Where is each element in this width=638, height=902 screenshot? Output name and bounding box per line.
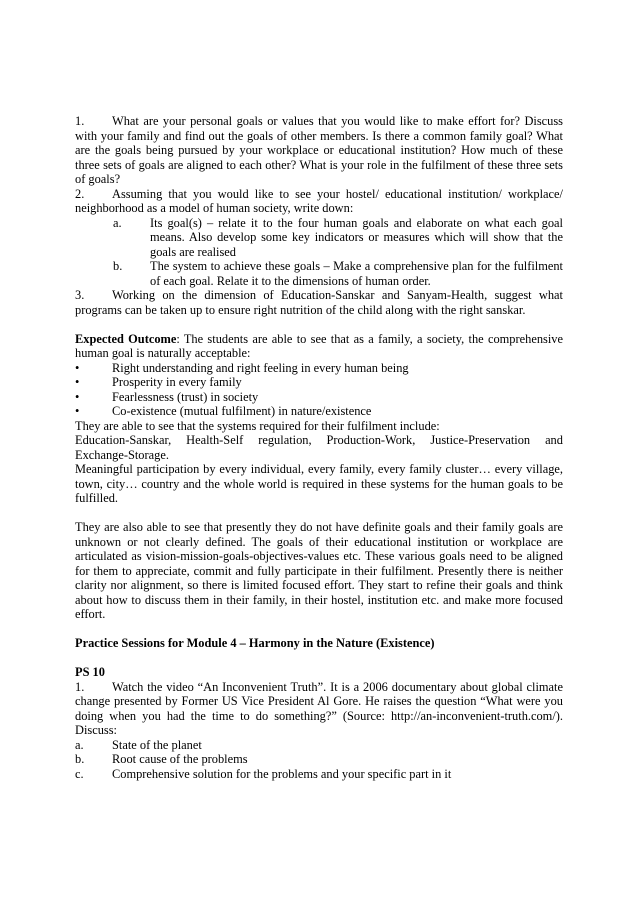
system-word: and <box>545 433 563 447</box>
bullet-text: Co-existence (mutual fulfilment) in nature/existence <box>112 404 372 418</box>
systems-line: They are able to see that the systems required for their fulfilment include: <box>75 418 440 433</box>
item-label: a. <box>75 737 84 752</box>
item-text: Comprehensive solution for the problems and your specific part in it <box>112 766 452 781</box>
sub-item-label: a. <box>113 215 122 230</box>
item-label: c. <box>75 766 84 781</box>
page-content <box>75 114 563 781</box>
item-text: Root cause of the problems <box>112 752 248 766</box>
list-item <box>75 361 563 376</box>
participation-paragraph: Meaningful participation by every individual, every family, every family cluster… every village, town, city… country and the whole world is required in these systems for the human goals to be fulfilled. <box>75 462 563 505</box>
alignment-paragraph: They are also able to see that presently they do not have definite goals and their family goals are unknown or not clearly defined. The goals of their educational institution or workplace are articulated as vision-mission-goals-objectives-values etc. These various goals need to be aligned for them to appreciate, commit and fully participate in their fulfilment. Presently there is neither clarity nor alignment, so there is limited focused effort. They start to refine their goals and think about how to discuss them in their family, in their hostel, institution etc. and make more focused effort. <box>75 520 563 621</box>
sub-item <box>75 216 563 260</box>
bullet-mark: • <box>75 404 80 418</box>
system-word: Health-Self <box>186 433 244 447</box>
bullet-text: Right understanding and right feeling in every human being <box>112 360 409 375</box>
sub-item <box>75 259 563 288</box>
bullet-text: Prosperity in every family <box>112 375 242 389</box>
expected-outcome-text: : The students are able to see that as a family, a society, the comprehensive human goal is naturally acceptable: <box>75 331 563 360</box>
systems-last: Exchange-Storage. <box>75 447 169 462</box>
expected-outcome-heading: Expected Outcome <box>75 331 177 346</box>
bullet-mark: • <box>75 375 80 389</box>
item-text: State of the planet <box>112 737 202 752</box>
question-text: Assuming that you would like to see your hostel/ educational institution/ workplace/ neighborhood as a model of human society, write down: <box>75 186 563 215</box>
question-number: 1. <box>75 679 85 694</box>
system-word: regulation, <box>258 433 312 447</box>
sub-item-text: The system to achieve these goals – Make a comprehensive plan for the fulfilment of each goal. Relate it to the dimensions of human order. <box>150 259 563 288</box>
question-number: 3. <box>75 288 85 302</box>
question-text: What are your personal goals or values that you would like to make effort for? Discuss with your family and find out the goals of other members. Is there a common family goal? What are the goals being pursued by your workplace or educational institution? How much of these three sets of goals are aligned to each other? What is your role in the fulfilment of these three sets of goals? <box>75 114 563 186</box>
system-word: Justice-Preservation <box>430 433 531 447</box>
question-number: 1. <box>75 114 85 128</box>
ps-title: PS 10 <box>75 665 105 679</box>
expected-outcome-intro <box>75 332 563 361</box>
sub-item-text: Its goal(s) – relate it to the four human goals and elaborate on what each goal means. Also develop some key indicators or measures which will show that the goals are realised <box>150 215 563 259</box>
list-item <box>75 375 563 390</box>
bullet-text: Fearlessness (trust) in society <box>112 389 259 404</box>
question-1 <box>75 114 563 187</box>
system-word: Education-Sanskar, <box>75 433 172 447</box>
question-text: Working on the dimension of Education-Sanskar and Sanyam-Health, suggest what programs can be taken up to ensure right nutrition of the child along with the right sanskar. <box>75 288 563 317</box>
bullet-mark: • <box>75 360 80 375</box>
item-label: b. <box>75 752 85 766</box>
list-item <box>75 390 563 405</box>
sub-item-label: b. <box>113 259 123 273</box>
list-item <box>75 752 563 767</box>
module-heading: Practice Sessions for Module 4 – Harmony in the Nature (Existence) <box>75 636 435 650</box>
question-text: Watch the video “An Inconvenient Truth”. It is a 2006 documentary about global climate change presented by Former US Vice President Al Gore. He raises the question “What were you doing when you had the time to do something?” (Source: http://an-inconvenient-truth.com/). Discuss: <box>75 679 563 737</box>
question-number: 2. <box>75 186 85 201</box>
question-3 <box>75 288 563 317</box>
system-word: Production-Work, <box>326 433 416 447</box>
list-item <box>75 767 563 782</box>
bullet-mark: • <box>75 389 80 404</box>
question-2 <box>75 187 563 216</box>
systems-list <box>75 433 563 448</box>
ps-question <box>75 680 563 738</box>
list-item <box>75 738 563 753</box>
list-item <box>75 404 563 419</box>
